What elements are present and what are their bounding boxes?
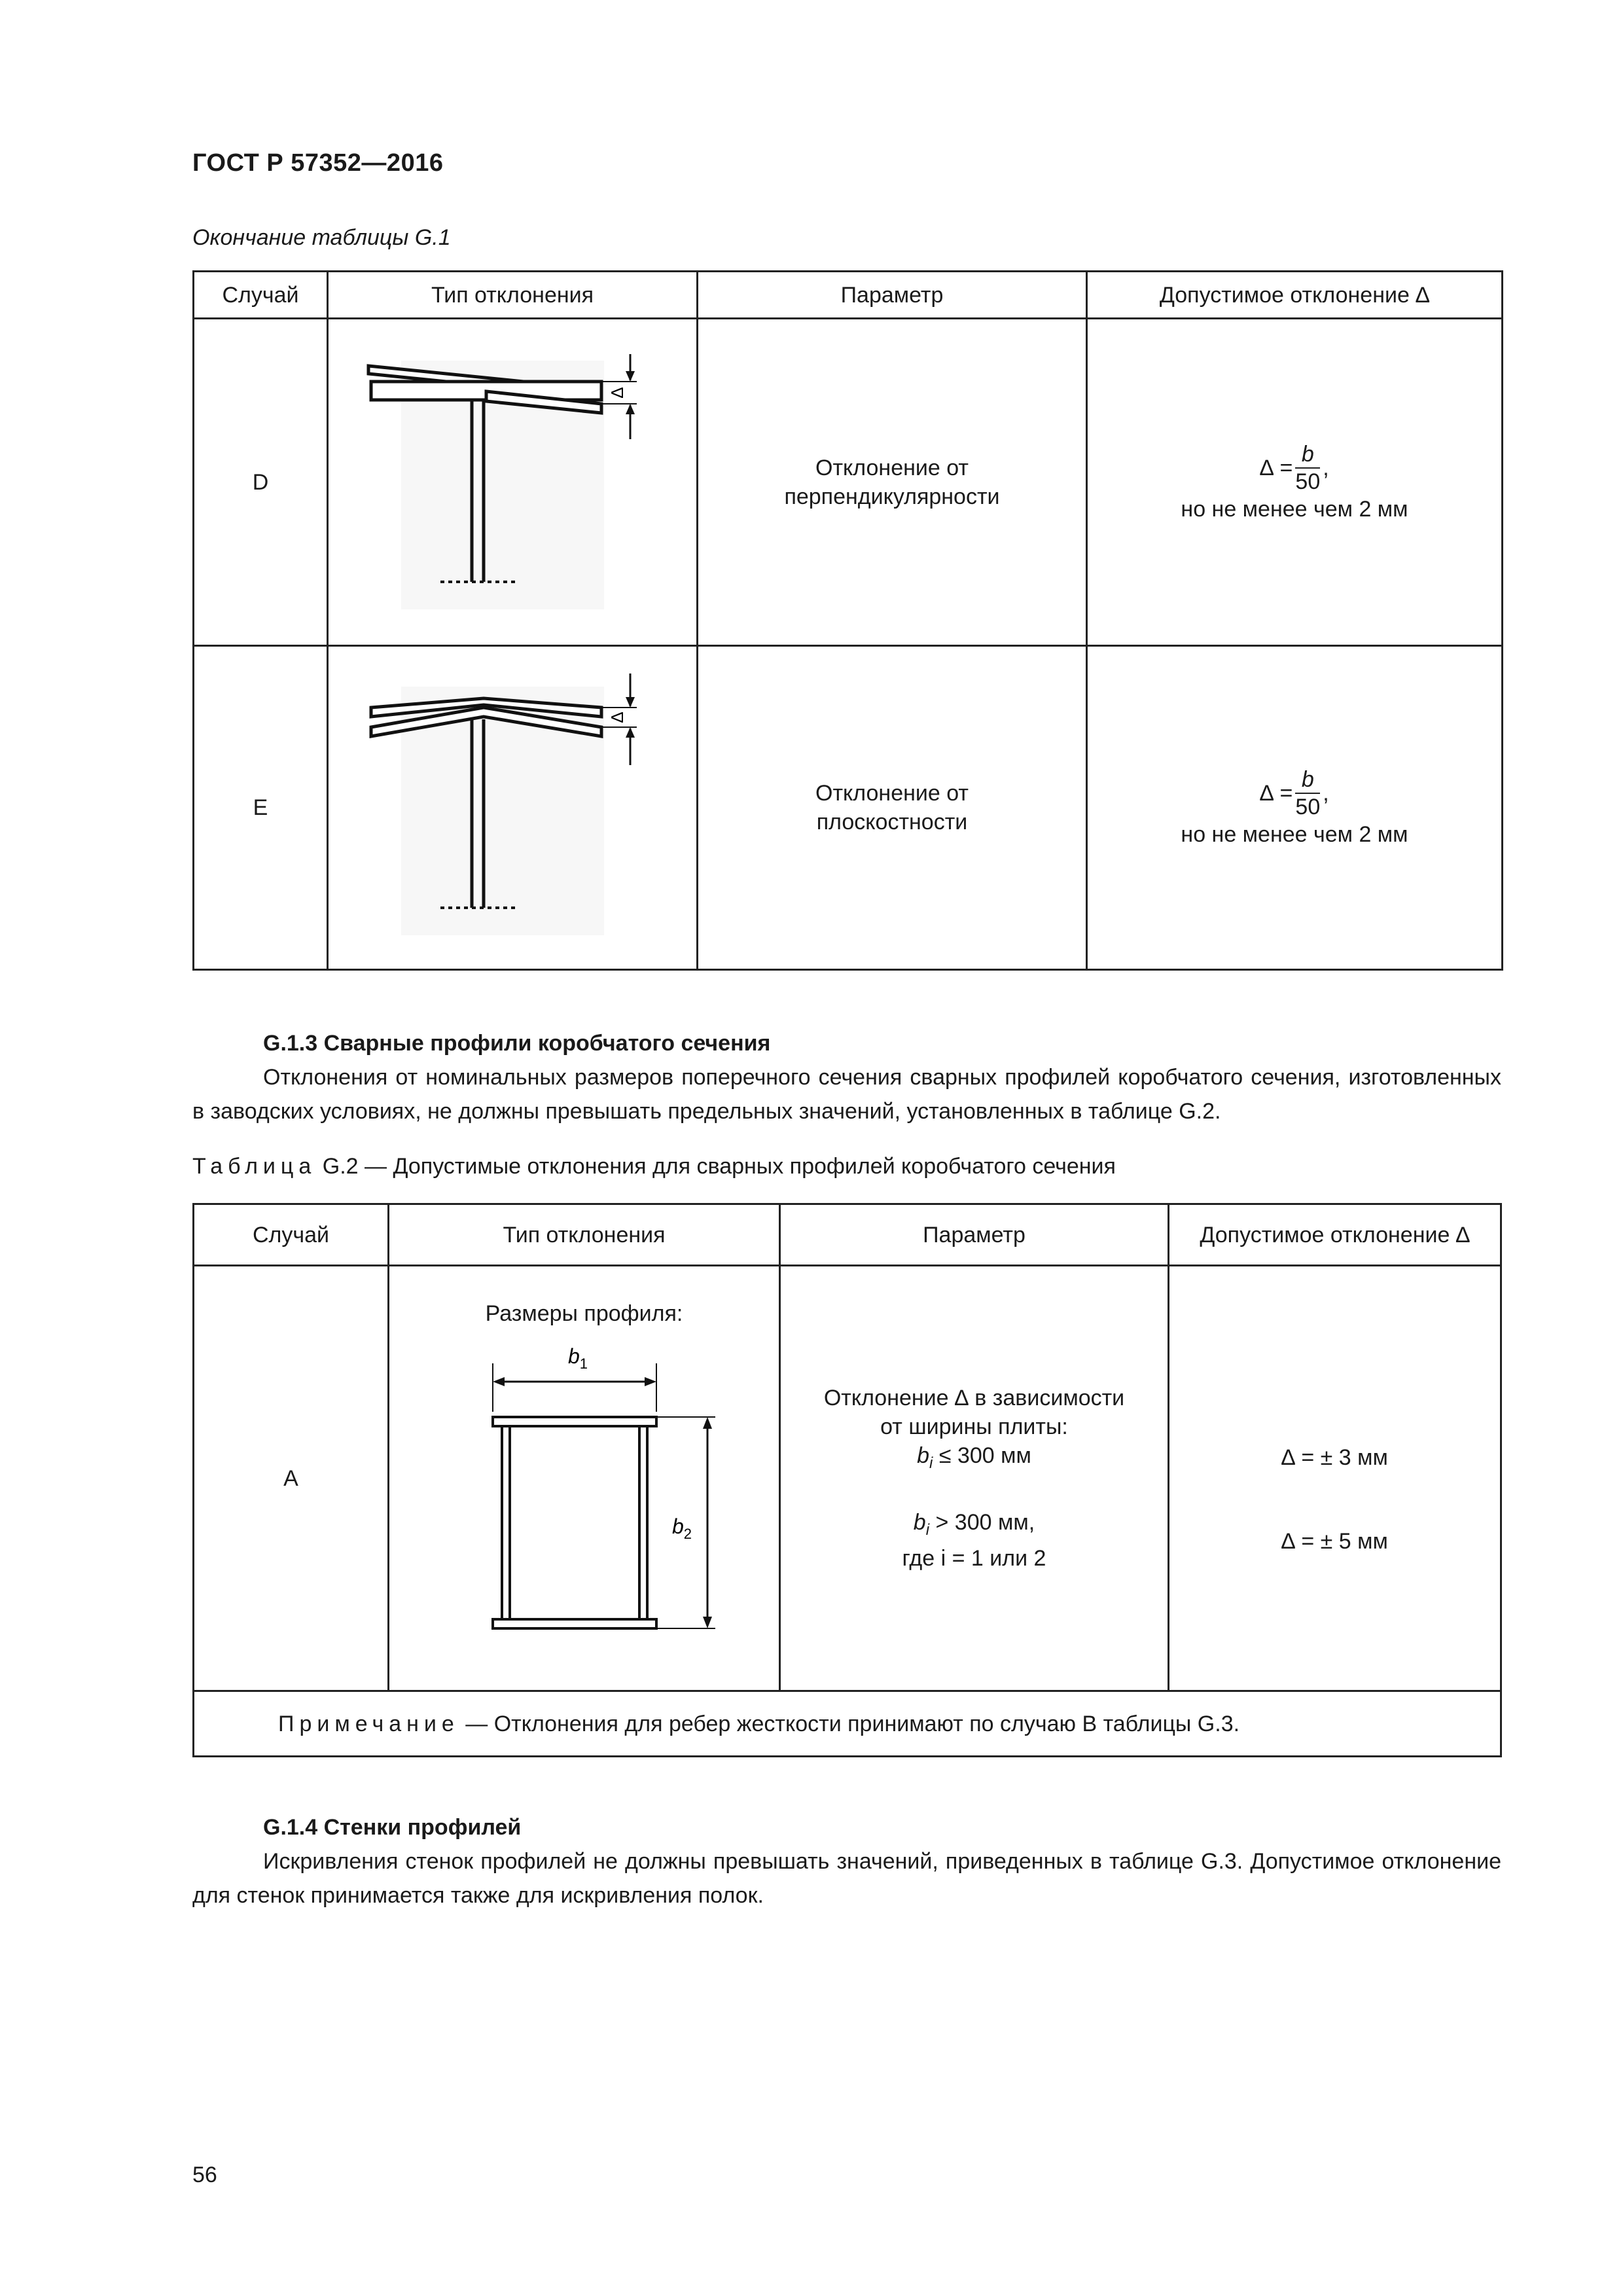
case-cell: E — [194, 646, 328, 970]
table-g1-end — [192, 270, 1503, 971]
parameter-condition-3: где i = 1 или 2 — [902, 1546, 1046, 1571]
formula-numerator: b — [1295, 441, 1320, 469]
allowed-deviation-cell — [1087, 319, 1503, 646]
note-prefix: Примечание — [278, 1711, 459, 1736]
col-header-deviation-type: Тип отклонения — [389, 1204, 780, 1266]
parameter-cell: Отклонение от перпендикулярности — [698, 319, 1087, 646]
flatness-diagram — [362, 667, 663, 942]
formula-denominator: 50 — [1295, 795, 1321, 819]
parameter-cell — [780, 1266, 1169, 1691]
parameter-condition-2: $b_i > 300$ мм, — [913, 1509, 1035, 1539]
page-number: 56 — [192, 2162, 217, 2187]
table-row — [194, 1266, 1501, 1691]
col-header-case: Случай — [194, 272, 328, 319]
parameter-line: Отклонение ∆ в зависимости — [823, 1385, 1125, 1410]
deviation-value-1: ∆ = ± 3 мм — [1281, 1444, 1388, 1470]
allowed-deviation-cell — [1169, 1266, 1501, 1691]
col-header-parameter: Параметр — [698, 272, 1087, 319]
table-g2-caption — [192, 1154, 1116, 1179]
section-text-g13: Отклонения от номинальных размеров поперечного сечения сварных профилей коробчатого сечения, изготовленных в заводских условиях, не должны превышать предельных значений, установленных в таблице G.2. — [192, 1065, 1501, 1124]
deviation-value-2: ∆ = ± 5 мм — [1281, 1528, 1388, 1554]
formula-fraction — [1295, 766, 1320, 820]
perpendicularity-diagram — [362, 341, 663, 616]
delta-label: ∆ — [607, 387, 627, 398]
col-header-deviation-type: Тип отклонения — [328, 272, 698, 319]
dim-b1-label: $b_1$ — [567, 1344, 588, 1372]
col-header-parameter: Параметр — [780, 1204, 1169, 1266]
parameter-cell: Отклонение от плоскостности — [698, 646, 1087, 970]
deviation-type-cell — [328, 646, 698, 970]
formula-comma: , — [1323, 781, 1329, 806]
deviation-type-cell — [389, 1266, 780, 1691]
table-caption-prefix: Таблица — [192, 1154, 317, 1179]
table-g2 — [192, 1203, 1502, 1757]
table-row — [194, 319, 1503, 646]
table-continuation-caption: Окончание таблицы G.1 — [192, 225, 451, 250]
deviation-type-cell — [328, 319, 698, 646]
case-cell: D — [194, 319, 328, 646]
col-header-case: Случай — [194, 1204, 389, 1266]
formula — [1260, 766, 1329, 820]
formula-lhs: ∆ = — [1260, 455, 1293, 480]
note-text: — Отклонения для ребер жесткости принимают по случаю В таблицы G.3. — [459, 1711, 1240, 1736]
deviation-note: но не менее чем 2 мм — [1181, 496, 1408, 522]
section-title-g13: G.1.3 Сварные профили коробчатого сечения — [263, 1031, 771, 1056]
allowed-deviation-cell — [1087, 646, 1503, 970]
formula-comma: , — [1323, 455, 1329, 480]
section-text-g14: Искривления стенок профилей не должны превышать значений, приведенных в таблице G.3. Допустимое отклонение для стенок принимается также для искривления полок. — [192, 1849, 1501, 1908]
table-row — [194, 646, 1503, 970]
col-header-allowed-deviation: Допустимое отклонение ∆ — [1169, 1204, 1501, 1266]
deviation-note: но не менее чем 2 мм — [1181, 822, 1408, 847]
section-title-g14: G.1.4 Стенки профилей — [263, 1815, 522, 1840]
formula — [1260, 441, 1329, 495]
parameter-condition-1: $b_i \le 300$ мм — [917, 1443, 1031, 1472]
dim-b2-label: $b_2$ — [671, 1515, 692, 1542]
col-header-allowed-deviation: Допустимое отклонение ∆ — [1087, 272, 1503, 319]
table-note — [194, 1691, 1501, 1757]
parameter-line: от ширины плиты: — [880, 1414, 1068, 1439]
document-code: ГОСТ Р 57352—2016 — [192, 149, 444, 177]
box-profile-diagram — [447, 1333, 722, 1654]
profile-label: Размеры профиля: — [485, 1301, 683, 1326]
formula-denominator: 50 — [1295, 469, 1321, 494]
table-caption-text: G.2 — Допустимые отклонения для сварных профилей коробчатого сечения — [322, 1154, 1116, 1179]
formula-numerator: b — [1295, 766, 1320, 794]
formula-fraction — [1295, 441, 1320, 495]
delta-label: ∆ — [607, 711, 627, 723]
formula-lhs: ∆ = — [1260, 781, 1293, 806]
case-cell: A — [194, 1266, 389, 1691]
